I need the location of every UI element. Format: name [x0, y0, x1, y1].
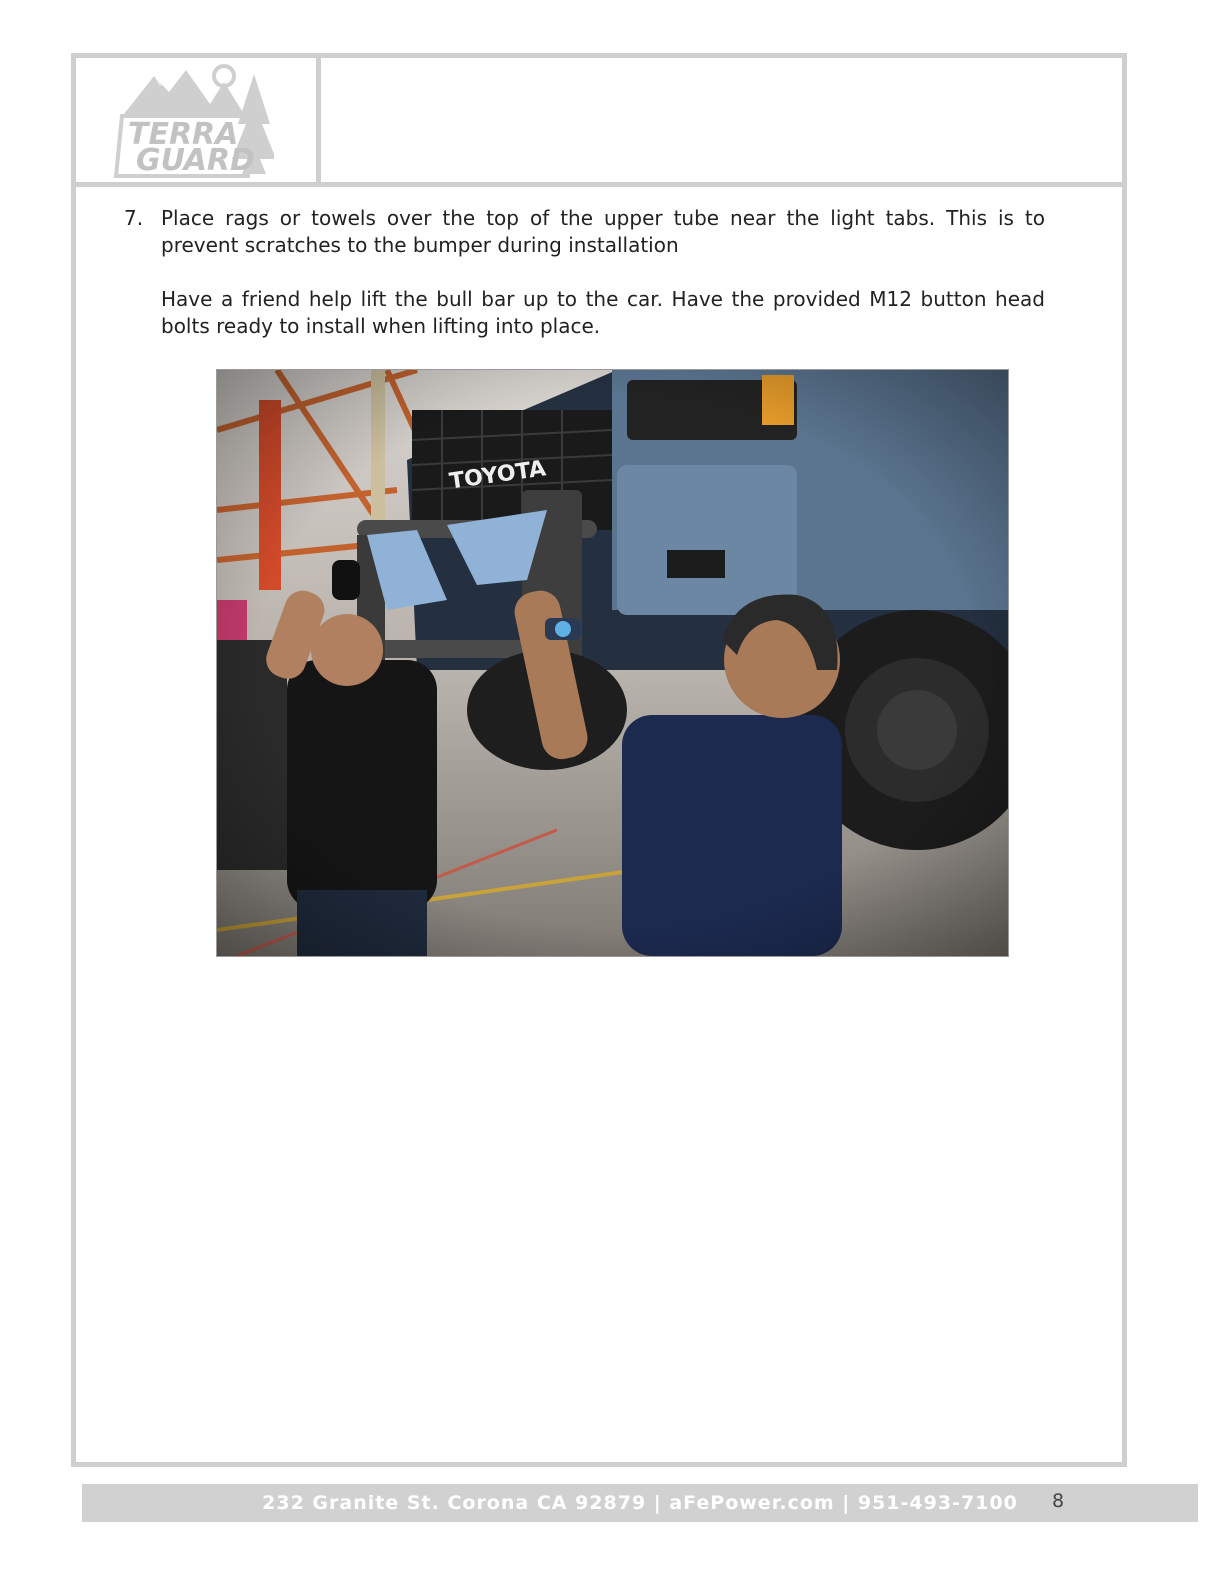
- header-vertical-divider: [316, 58, 321, 182]
- page-number: 8: [1052, 1490, 1065, 1512]
- step-paragraph-1: Place rags or towels over the top of the upper tube near the light tabs. This is to prevent scratches to the bumper during installation: [161, 206, 1045, 257]
- step-number: 7.: [124, 206, 144, 230]
- logo-text-line1: TERRA: [128, 117, 239, 152]
- logo: [76, 58, 316, 182]
- step-body: [161, 205, 1045, 340]
- footer-contact-text: 232 Granite St. Corona CA 92879 | aFePower.com | 951-493-7100: [262, 1492, 1018, 1514]
- terra-guard-logo-icon: [114, 64, 274, 179]
- header-horizontal-divider: [76, 182, 1122, 187]
- logo-text-line2: GUARD: [136, 143, 255, 178]
- step-paragraph-2: Have a friend help lift the bull bar up to the car. Have the provided M12 button head bolts ready to install when lifting into place.: [161, 287, 1045, 338]
- installation-photo-illustration: [217, 370, 1008, 956]
- installation-photo: [216, 369, 1009, 957]
- footer-bar: [82, 1484, 1198, 1522]
